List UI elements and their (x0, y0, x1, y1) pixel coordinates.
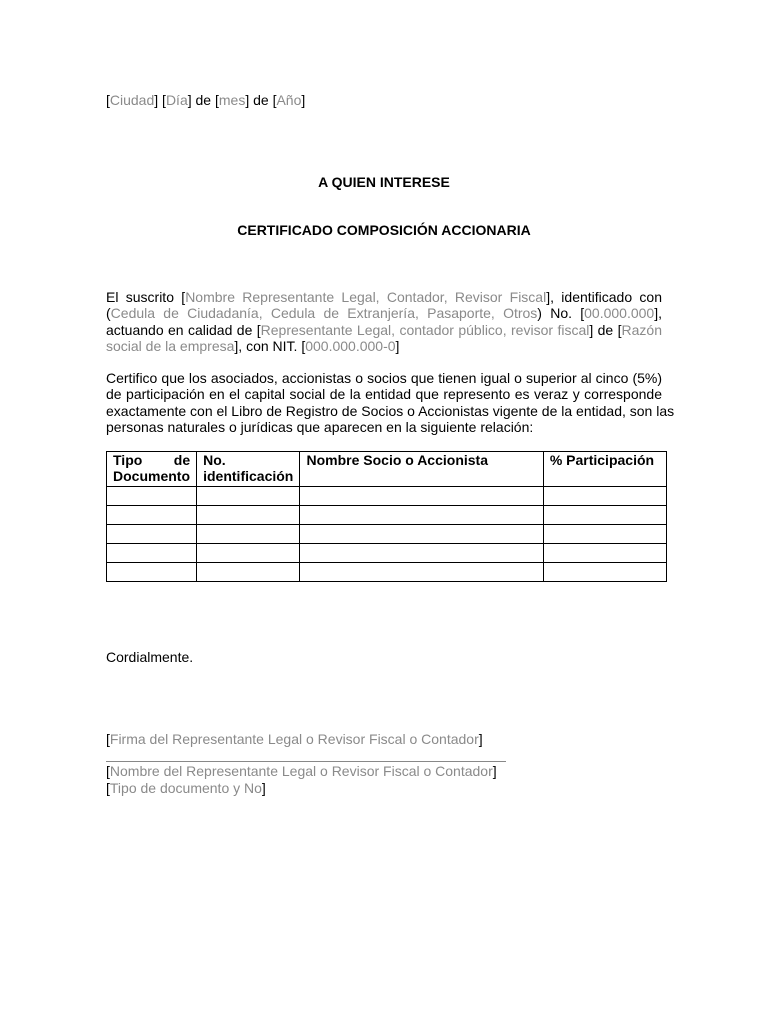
document-type-placeholder[interactable]: Cedula de Ciudadanía, Cedula de Extranjería, Pasaporte, Otros (110, 305, 538, 322)
table-cell[interactable] (107, 544, 197, 563)
table-cell[interactable] (300, 544, 543, 563)
date-bracket: [ (106, 92, 110, 108)
salutation: A QUIEN INTERESE (318, 174, 450, 190)
nit-placeholder[interactable]: 000.000.000-0 (305, 337, 396, 354)
table-row (107, 506, 667, 525)
table-row (107, 487, 667, 506)
day-placeholder[interactable]: Día (165, 92, 188, 108)
company-name-placeholder[interactable]: Razón (621, 321, 662, 338)
table-cell[interactable] (197, 487, 300, 506)
signer-name-placeholder[interactable]: Nombre del Representante Legal o Revisor Fiscal o Contador (109, 763, 493, 779)
table-cell[interactable] (543, 506, 666, 525)
closing: Cordialmente. (106, 649, 194, 665)
certify-line: personas naturales o jurídicas que aparecen en la siguiente relación: (106, 418, 534, 435)
table-cell[interactable] (543, 525, 666, 544)
table-row (107, 525, 667, 544)
city-placeholder[interactable]: Ciudad (109, 92, 155, 108)
table-header-row (107, 452, 667, 487)
table-cell[interactable] (300, 506, 543, 525)
header-id-number: No. identificación (197, 452, 300, 487)
intro-paragraph (106, 289, 662, 354)
id-number-placeholder[interactable]: 00.000.000 (584, 305, 655, 322)
table-cell[interactable] (197, 506, 300, 525)
name-placeholder[interactable]: Nombre Representante Legal, Contador, Revisor Fiscal (185, 289, 547, 305)
certify-paragraph (106, 370, 675, 435)
company-name-placeholder[interactable]: social de la empresa (106, 337, 235, 354)
role-placeholder[interactable]: Representante Legal, contador público, revisor fiscal (260, 321, 590, 338)
header-document-type: Tipo de Documento (107, 452, 197, 487)
table-cell[interactable] (107, 487, 197, 506)
table-cell[interactable] (300, 563, 543, 582)
date-separator: ] de [ (245, 92, 277, 108)
table-row (107, 563, 667, 582)
table-cell[interactable] (300, 525, 543, 544)
table-cell[interactable] (197, 525, 300, 544)
month-placeholder[interactable]: mes (218, 92, 246, 108)
signer-document-placeholder[interactable]: Tipo de documento y No (109, 780, 262, 796)
table-cell[interactable] (543, 544, 666, 563)
table-row (107, 544, 667, 563)
table-cell[interactable] (107, 563, 197, 582)
table-cell[interactable] (197, 544, 300, 563)
year-placeholder[interactable]: Año (276, 92, 302, 108)
table-cell[interactable] (107, 506, 197, 525)
date-separator: ] de [ (187, 92, 219, 108)
date-separator: ] [ (154, 92, 166, 108)
certify-line: de participación en el capital social de la entidad que represento es veraz y corresponde (106, 386, 662, 403)
signer-name-line: [Nombre del Representante Legal o Revisor Fiscal o Contador] (106, 763, 497, 779)
table-cell[interactable] (107, 525, 197, 544)
signer-document-line: [Tipo de documento y No] (106, 780, 266, 796)
header-partner-name: Nombre Socio o Accionista (300, 452, 543, 487)
certify-line: exactamente con el Libro de Registro de Socios o Accionistas vigente de la entidad, son las (106, 402, 675, 419)
shareholders-table (106, 451, 667, 582)
table-cell[interactable] (300, 487, 543, 506)
table-cell[interactable] (543, 487, 666, 506)
date-line (106, 92, 305, 108)
intro-line: (Cedula de Ciudadanía, Cedula de Extranjería, Pasaporte, Otros) No. [00.000.000], (106, 305, 662, 322)
table-cell[interactable] (197, 563, 300, 582)
date-bracket: ] (301, 92, 306, 108)
certify-line: Certifico que los asociados, accionistas o socios que tienen igual o superior al cinco (5%) (106, 370, 662, 386)
signature-line (106, 761, 506, 762)
header-participation: % Participación (543, 452, 666, 487)
intro-line: El suscrito [Nombre Representante Legal, Contador, Revisor Fiscal], identificado con (106, 289, 663, 305)
table-cell[interactable] (543, 563, 666, 582)
intro-line: social de la empresa], con NIT. [000.000.000-0] (106, 337, 400, 354)
document-title: CERTIFICADO COMPOSICIÓN ACCIONARIA (237, 222, 531, 238)
signature-placeholder-line: [Firma del Representante Legal o Revisor Fiscal o Contador] (106, 731, 483, 747)
intro-line: actuando en calidad de [Representante Legal, contador público, revisor fiscal] de [Razón (106, 321, 662, 338)
signature-placeholder[interactable]: Firma del Representante Legal o Revisor Fiscal o Contador (109, 731, 479, 747)
